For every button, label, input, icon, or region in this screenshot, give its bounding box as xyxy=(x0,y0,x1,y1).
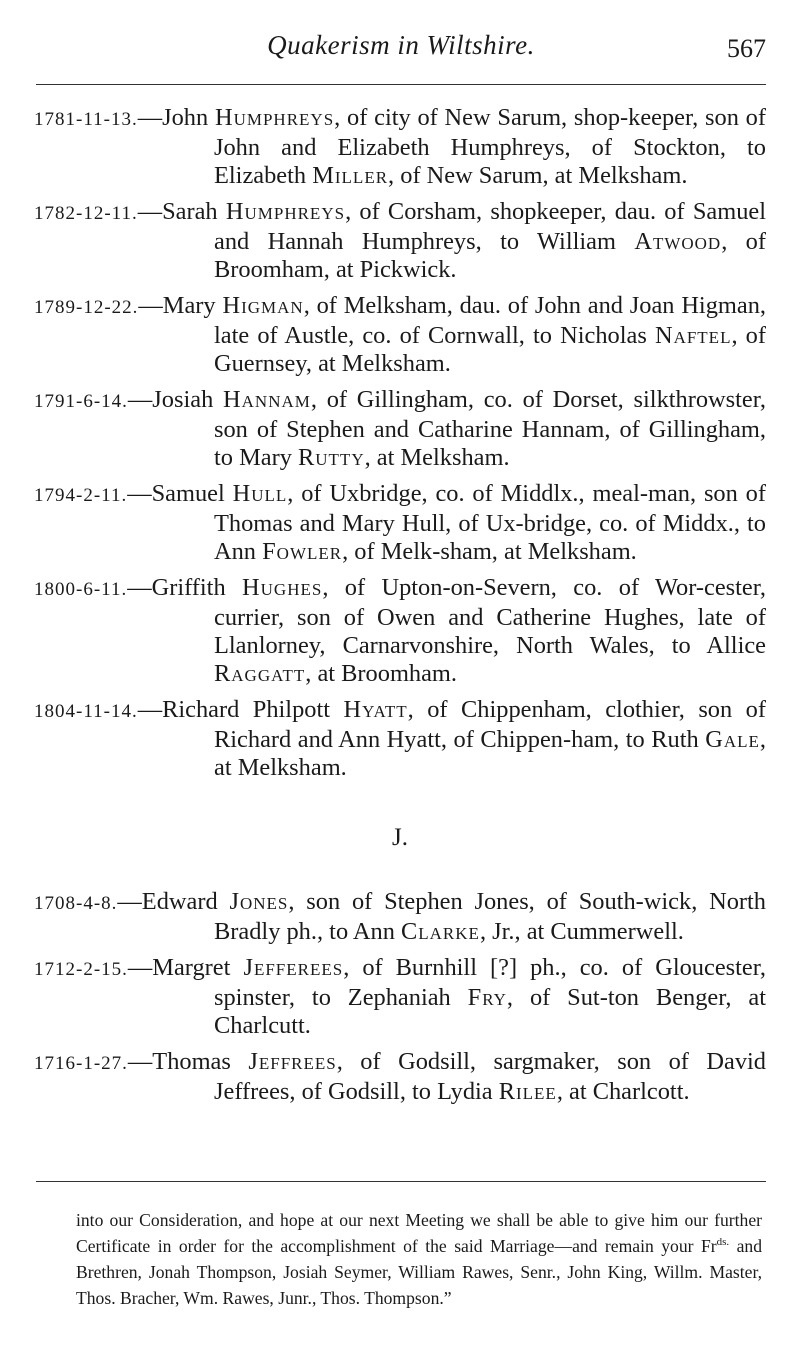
surname: Jeffrees xyxy=(248,1048,337,1075)
surname: Clarke xyxy=(401,918,480,945)
surname: Jones xyxy=(229,888,289,915)
surname: Rutty xyxy=(298,444,365,471)
surname: Atwood xyxy=(634,228,722,255)
entry-text: , of New Sarum, at Melksham. xyxy=(388,162,688,189)
entry-text: , Jr., at Cummerwell. xyxy=(479,918,684,945)
marriage-entry xyxy=(34,574,766,688)
footnote-superscript: ds. xyxy=(716,1236,730,1249)
marriage-entry xyxy=(34,888,766,946)
entry-text: , of Broomham, at Pickwick. xyxy=(214,228,766,283)
entry-text: —Margret xyxy=(127,954,244,981)
entry-date: 1781-11-13. xyxy=(34,109,138,130)
entry-text: , of city of New Sarum, shop-keeper, son of John and Elizabeth Humphreys, of Stockton, to Elizabeth xyxy=(214,104,766,189)
entry-date: 1791-6-14. xyxy=(34,391,128,412)
marriage-entry xyxy=(34,1048,766,1106)
marriage-entry xyxy=(34,480,766,566)
entry-text: , of Melksham, dau. of John and Joan Higman, late of Austle, co. of Cornwall, to Nicholas xyxy=(214,292,766,349)
entry-text: , of Burnhill [?] ph., co. of Gloucester, spinster, to Zephaniah xyxy=(214,954,766,1011)
entry-text: —Griffith xyxy=(127,574,243,601)
entry-date: 1782-12-11. xyxy=(34,203,138,224)
footnote-text-end: and Brethren, Jonah Thompson, Josiah Seymer, William Rawes, Senr., John King, Willm. Master, Thos. Bracher, Wm. Rawes, Junr., Thos. Thompson.” xyxy=(76,1236,762,1308)
entry-date: 1789-12-22. xyxy=(34,297,139,318)
entry-text: —Richard Philpott xyxy=(137,696,344,723)
entry-text: , of Corsham, shopkeeper, dau. of Samuel and Hannah Humphreys, to William xyxy=(214,198,766,255)
entry-text: , of Upton-on-Severn, co. of Wor-cester, currier, son of Owen and Catherine Hughes, late of Llanlorney, Carnarvonshire, North Wales, to Allice xyxy=(214,574,766,659)
entry-text: , of Godsill, sargmaker, son of David Jeffrees, of Godsill, to Lydia xyxy=(214,1048,766,1105)
entry-text: —Edward xyxy=(117,888,230,915)
marriage-entry xyxy=(34,198,766,284)
entry-text: , at Melksham. xyxy=(214,726,766,781)
entry-text: , of Sut-ton Benger, at Charlcutt. xyxy=(214,984,766,1039)
footnote-rule xyxy=(36,1181,766,1182)
marriage-entry xyxy=(34,696,766,782)
surname: Humphreys xyxy=(225,198,346,225)
entry-date: 1800-6-11. xyxy=(34,579,128,600)
surname: Jefferees xyxy=(243,954,344,981)
entry-date: 1708-4-8. xyxy=(34,893,118,914)
entry-text: —Sarah xyxy=(137,198,226,225)
entry-text: —Mary xyxy=(138,292,223,319)
running-title: Quakerism in Wiltshire. xyxy=(267,30,535,60)
footnote xyxy=(76,1207,762,1311)
entry-date: 1716-1-27. xyxy=(34,1053,128,1074)
entry-date: 1804-11-14. xyxy=(34,701,138,722)
entry-text: , of Uxbridge, co. of Middlx., meal-man, son of Thomas and Mary Hull, of Ux-bridge, co. of Middx., to Ann xyxy=(214,480,766,565)
surname: Hughes xyxy=(242,574,323,601)
page-number: 567 xyxy=(727,34,766,63)
marriage-entries xyxy=(34,104,766,1114)
entries-group-j xyxy=(34,888,766,1106)
marriage-entry xyxy=(34,292,766,378)
entry-text: , son of Stephen Jones, of South-wick, North Bradly ph., to Ann xyxy=(214,888,767,945)
header-rule xyxy=(36,84,766,85)
surname: Fry xyxy=(467,984,507,1011)
page-header xyxy=(36,30,766,70)
surname: Rilee xyxy=(498,1078,557,1105)
surname: Hull xyxy=(232,480,288,507)
surname: Fowler xyxy=(262,538,343,565)
entry-text: , of Gillingham, co. of Dorset, silkthrowster, son of Stephen and Catharine Hannam, of Gillingham, to Mary xyxy=(214,386,767,471)
surname: Gale xyxy=(705,726,760,753)
entries-group-h xyxy=(34,104,766,782)
surname: Humphreys xyxy=(214,104,335,131)
entry-text: , of Chippenham, clothier, son of Richard and Ann Hyatt, of Chippen-ham, to Ruth xyxy=(214,696,766,753)
entry-text: , at Charlcott. xyxy=(556,1078,690,1105)
surname: Miller xyxy=(312,162,389,189)
surname: Naftel xyxy=(654,322,732,349)
entry-text: —John xyxy=(137,104,215,131)
marriage-entry xyxy=(34,104,766,190)
surname: Hannam xyxy=(223,386,311,413)
entry-date: 1794-2-11. xyxy=(34,485,128,506)
entry-text: , of Melk-sham, at Melksham. xyxy=(342,538,637,565)
entry-text: , at Broomham. xyxy=(305,660,458,687)
entry-text: , at Melksham. xyxy=(364,444,510,471)
section-letter: J. xyxy=(392,824,408,851)
surname: Hyatt xyxy=(343,696,408,723)
entry-date: 1712-2-15. xyxy=(34,959,128,980)
footnote-text: into our Consideration, and hope at our next Meeting we shall be able to give him our further Certificate in order for the accomplishment of the said Marriage—and remain your Fr xyxy=(76,1210,762,1256)
marriage-entry xyxy=(34,954,766,1040)
entry-text: —Samuel xyxy=(127,480,233,507)
surname: Raggatt xyxy=(214,660,306,687)
entry-text: , of Guernsey, at Melksham. xyxy=(214,322,766,377)
entry-text: —Thomas xyxy=(127,1048,249,1075)
marriage-entry xyxy=(34,386,766,472)
surname: Higman xyxy=(222,292,304,319)
entry-text: —Josiah xyxy=(127,386,224,413)
